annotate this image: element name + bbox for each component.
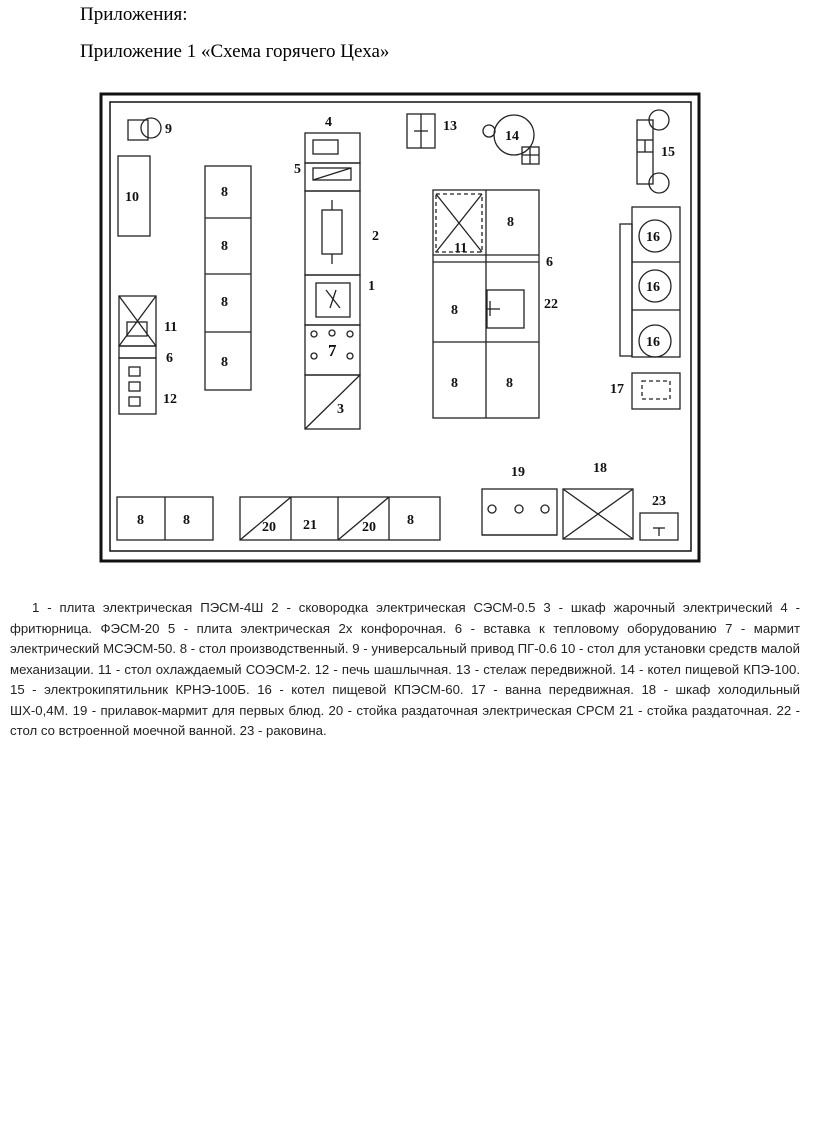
item-2-electric-pan bbox=[305, 191, 360, 275]
item-13-mobile-rack bbox=[407, 114, 435, 148]
label-11: 11 bbox=[454, 241, 468, 256]
item-12-grill-oven bbox=[119, 358, 156, 414]
label-5: 5 bbox=[294, 162, 301, 177]
label-7: 7 bbox=[328, 341, 337, 360]
label-10: 10 bbox=[125, 190, 139, 205]
label-12: 12 bbox=[163, 392, 177, 407]
label-9: 9 bbox=[165, 122, 172, 137]
label-1: 1 bbox=[368, 279, 375, 294]
label-8: 8 bbox=[451, 376, 458, 391]
item-8-island-tables bbox=[433, 190, 539, 418]
label-4: 4 bbox=[325, 115, 332, 130]
item-8-tables-column bbox=[205, 166, 251, 390]
item-1-electric-stove bbox=[305, 275, 360, 325]
label-22: 22 bbox=[544, 297, 558, 312]
label-14: 14 bbox=[505, 129, 519, 144]
label-3: 3 bbox=[337, 402, 344, 417]
appendix1-title: Приложение 1 «Схема горячего Цеха» bbox=[80, 41, 390, 62]
label-18: 18 bbox=[593, 461, 607, 476]
item-8-bottom-tables bbox=[117, 497, 213, 540]
room-walls bbox=[101, 94, 699, 561]
label-23: 23 bbox=[652, 494, 666, 509]
item-5-two-burner-stove bbox=[305, 163, 360, 191]
label-2: 2 bbox=[372, 229, 379, 244]
label-11: 11 bbox=[164, 320, 178, 335]
label-16: 16 bbox=[646, 335, 660, 350]
label-15: 15 bbox=[661, 145, 675, 160]
label-8: 8 bbox=[506, 376, 513, 391]
label-8: 8 bbox=[451, 303, 458, 318]
label-8: 8 bbox=[507, 215, 514, 230]
label-19: 19 bbox=[511, 465, 525, 480]
label-20: 20 bbox=[362, 520, 376, 535]
label-13: 13 bbox=[443, 119, 457, 134]
label-6: 6 bbox=[166, 351, 173, 366]
item-19-soup-counter bbox=[482, 489, 557, 535]
item-22-sink-table bbox=[486, 290, 524, 328]
label-6: 6 bbox=[546, 255, 553, 270]
label-8: 8 bbox=[137, 513, 144, 528]
item-4-fryer bbox=[305, 133, 360, 163]
item-18-fridge-cabinet bbox=[563, 489, 633, 539]
appendices-heading: Приложения: bbox=[80, 4, 188, 25]
item-11-cooled-table-left bbox=[119, 296, 156, 346]
label-20: 20 bbox=[262, 520, 276, 535]
label-16: 16 bbox=[646, 230, 660, 245]
item-9-universal-drive bbox=[128, 118, 161, 140]
label-8: 8 bbox=[221, 355, 228, 370]
item-17-mobile-bath bbox=[632, 373, 680, 409]
label-8: 8 bbox=[221, 239, 228, 254]
label-16: 16 bbox=[646, 280, 660, 295]
label-8: 8 bbox=[407, 513, 414, 528]
label-8: 8 bbox=[221, 185, 228, 200]
item-23-sink bbox=[640, 513, 678, 540]
item-3-roasting-oven bbox=[305, 375, 360, 429]
label-8: 8 bbox=[183, 513, 190, 528]
item-6-insert-left bbox=[119, 346, 156, 358]
equipment-legend: 1 - плита электрическая ПЭСМ-4Ш 2 - сковородка электрическая СЭСМ-0.5 3 - шкаф жарочный электрический 4 - фритюрница. ФЭСМ-20 5 - плита электрическая 2х конфорочная. 6 - вставка к тепловому оборудованию 7 - мармит электрический МСЭСМ-50. 8 - стол производственный. 9 - универсальный привод ПГ-0.6 10 - стол для установки средств малой механизации. 11 - стол охлаждаемый СОЭСМ-2. 12 - печь шашлычная. 13 - стелаж передвижной. 14 - котел пищевой КПЭ-100. 15 - электрокипятильник КРНЭ-100Б. 16 - котел пищевой КПЭСМ-60. 17 - ванна передвижная. 18 - шкаф холодильный ШХ-0,4М. 19 - прилавок-мармит для первых блюд. 20 - стойка раздаточная электрическая СРСМ 21 - стойка раздаточная. 22 - стол со встроенной моечной ванной. 23 - раковина. bbox=[10, 600, 800, 738]
label-17: 17 bbox=[610, 382, 624, 397]
label-21: 21 bbox=[303, 518, 317, 533]
label-8: 8 bbox=[221, 295, 228, 310]
